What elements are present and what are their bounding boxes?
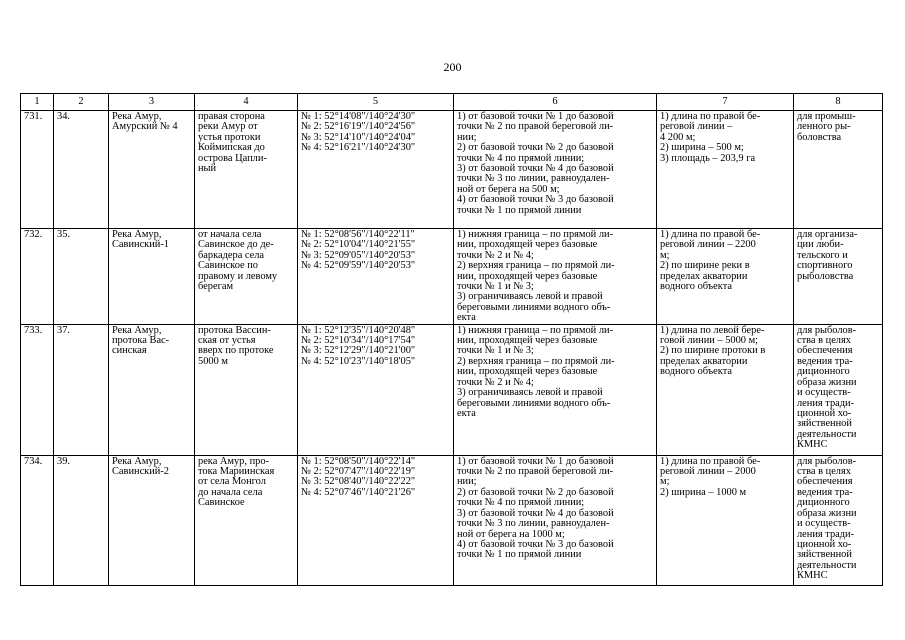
- cell-line: деятельности: [797, 428, 857, 440]
- cell-line: № 2: 52°10'34"/140°17'54": [301, 335, 416, 347]
- cell-line: нии, проходящей через базовые: [457, 239, 598, 251]
- cell-line: Савинское до де-: [198, 239, 274, 251]
- cell-line: 2) от базовой точки № 2 до базовой: [457, 486, 614, 498]
- cell-line: 2) по ширине реки в: [660, 260, 750, 272]
- cell-line: 2) ширина – 1000 м: [660, 486, 747, 498]
- cell-line: нии, проходящей через базовые: [457, 366, 598, 378]
- cell-line: точки № 1 по прямой линии: [457, 204, 582, 216]
- purpose-cell: [794, 324, 883, 455]
- cell-line: точки № 4 по прямой линии;: [457, 497, 585, 509]
- cell-line: Река Амур,: [112, 229, 162, 240]
- cell-line: 1) длина по правой бе-: [660, 111, 761, 122]
- cell-line: 1) длина по левой бере-: [660, 324, 765, 336]
- column-header: 4: [195, 94, 298, 111]
- boundaries-cell: [454, 324, 657, 455]
- cell-line: обеспечения: [797, 476, 853, 488]
- cell-line: 4) от базовой точки № 3 до базовой: [457, 194, 614, 206]
- cell-line: и осуществ-: [797, 387, 851, 399]
- dimensions-cell: [657, 455, 794, 585]
- cell-line: № 3: 52°14'10"/140°24'04": [301, 131, 416, 143]
- cell-line: образа жизни: [797, 507, 857, 519]
- cell-line: 1) от базовой точки № 1 до базовой: [457, 111, 614, 122]
- cell-line: река Амур, про-: [198, 455, 269, 467]
- page-number: 200: [443, 60, 462, 74]
- cell-line: 3) ограничиваясь левой и правой: [457, 291, 603, 303]
- purpose-cell: [794, 229, 883, 325]
- cell-line: диционного: [797, 366, 850, 378]
- column-header: 1: [21, 94, 54, 111]
- cell-line: 2) верхняя граница – по прямой ли-: [457, 355, 615, 367]
- location-cell: [195, 324, 298, 455]
- water-body-cell: [109, 324, 195, 455]
- cell-line: 1) нижняя граница – по прямой ли-: [457, 324, 614, 336]
- cell-line: говой линии – 5000 м;: [660, 335, 759, 347]
- cell-line: деятельности: [797, 559, 857, 571]
- cell-line: пределах акватории: [660, 270, 748, 282]
- column-header: 5: [298, 94, 454, 111]
- cell-line: м;: [660, 476, 670, 488]
- purpose-cell: [794, 455, 883, 585]
- cell-line: точки № 4 по прямой линии;: [457, 152, 585, 164]
- cell-line: для рыболов-: [797, 455, 857, 467]
- cell-line: береговыми линиями водного объ-: [457, 397, 611, 409]
- cell-line: для промыш-: [797, 111, 856, 122]
- cell-line: ный: [198, 163, 217, 175]
- cell-line: баркадера села: [198, 249, 265, 261]
- cell-line: Река Амур,: [112, 324, 162, 336]
- cell-line: ции люби-: [797, 239, 844, 251]
- coordinates-cell: [298, 455, 454, 585]
- cell-line: правая сторона: [198, 111, 265, 122]
- cell-line: Савинский-2: [112, 466, 170, 478]
- cell-line: 2) по ширине протоки в: [660, 345, 766, 357]
- cell-line: 3) площадь – 203,9 га: [660, 152, 756, 164]
- cell-line: ведения тра-: [797, 486, 853, 498]
- cell-line: № 4: 52°09'59"/140°20'53": [301, 260, 416, 272]
- cell-line: № 2: 52°16'19"/140°24'56": [301, 121, 416, 133]
- cell-line: нии;: [457, 131, 477, 143]
- cell-line: от начала села: [198, 229, 262, 240]
- cell-line: ведения тра-: [797, 355, 853, 367]
- cell-line: екта: [457, 312, 476, 324]
- cell-line: 1) длина по правой бе-: [660, 455, 761, 467]
- cell-line: ства в целях: [797, 335, 851, 347]
- cell-line: до начала села: [198, 486, 263, 498]
- cell-line: и осуществ-: [797, 518, 851, 530]
- cell-line: Савинский-1: [112, 239, 170, 251]
- cell-line: № 1: 52°14'08"/140°24'30": [301, 111, 416, 122]
- cell-line: Река Амур,: [112, 455, 162, 467]
- cell-line: ционной хо-: [797, 407, 852, 419]
- cell-line: пределах акватории: [660, 355, 748, 367]
- cell-line: Река Амур,: [112, 111, 162, 122]
- cell-line: вверх по протоке: [198, 345, 274, 357]
- cell-line: 1) от базовой точки № 1 до базовой: [457, 455, 614, 467]
- cell-line: от села Монгол: [198, 476, 266, 488]
- cell-line: точки № 3 по линии, равноудален-: [457, 518, 610, 530]
- cell-line: рыболовства: [797, 270, 854, 282]
- column-header: 2: [54, 94, 109, 111]
- cell-line: № 3: 52°09'05"/140°20'53": [301, 249, 416, 261]
- cell-line: № 1: 52°12'35"/140°20'48": [301, 324, 416, 336]
- table-row: [21, 229, 883, 325]
- cell-line: реки Амур от: [198, 121, 258, 133]
- purpose-cell: [794, 111, 883, 229]
- row-number-cell: 733.: [21, 324, 54, 455]
- coordinates-cell: [298, 324, 454, 455]
- cell-line: спортивного: [797, 260, 853, 272]
- cell-line: устья протоки: [198, 131, 261, 143]
- cell-line: точки № 2 по правой береговой ли-: [457, 466, 614, 478]
- column-header: 8: [794, 94, 883, 111]
- cell-line: водного объекта: [660, 281, 732, 293]
- coordinates-cell: [298, 229, 454, 325]
- cell-line: КМНС: [797, 439, 828, 451]
- cell-line: Коймипская до: [198, 142, 265, 154]
- cell-line: 4) от базовой точки № 3 до базовой: [457, 538, 614, 550]
- area-number-cell: 34.: [54, 111, 109, 229]
- cell-line: для организа-: [797, 229, 858, 240]
- area-number-cell: 39.: [54, 455, 109, 585]
- cell-line: точки № 2 и № 4;: [457, 249, 534, 261]
- location-cell: [195, 455, 298, 585]
- cell-line: 2) верхняя граница – по прямой ли-: [457, 260, 615, 272]
- cell-line: водного объекта: [660, 366, 732, 378]
- cell-line: № 3: 52°12'29"/140°21'00": [301, 345, 416, 357]
- cell-line: нии, проходящей через базовые: [457, 335, 598, 347]
- cell-line: зяйственной: [797, 418, 852, 430]
- cell-line: № 4: 52°16'21"/140°24'30": [301, 142, 416, 154]
- cell-line: реговой линии – 2200: [660, 239, 756, 251]
- cell-line: точки № 1 и № 3;: [457, 345, 534, 357]
- cell-line: точки № 1 по прямой линии: [457, 549, 582, 561]
- water-body-cell: [109, 111, 195, 229]
- cell-line: 3) ограничиваясь левой и правой: [457, 387, 603, 399]
- location-cell: [195, 229, 298, 325]
- dimensions-cell: [657, 324, 794, 455]
- cell-line: 4 200 м;: [660, 131, 696, 143]
- area-number-cell: 37.: [54, 324, 109, 455]
- cell-line: точки № 2 и № 4;: [457, 376, 534, 388]
- table-row: [21, 324, 883, 455]
- cell-line: тельского и: [797, 249, 848, 261]
- cell-line: 1) нижняя граница – по прямой ли-: [457, 229, 614, 240]
- water-body-cell: [109, 229, 195, 325]
- cell-line: зяйственной: [797, 549, 852, 561]
- cell-line: ская от устья: [198, 335, 256, 347]
- cell-line: ционной хо-: [797, 538, 852, 550]
- boundaries-cell: [454, 111, 657, 229]
- cell-line: ной от берега на 1000 м;: [457, 528, 565, 540]
- cell-line: № 1: 52°08'56"/140°22'11": [301, 229, 415, 240]
- cell-line: ления тради-: [797, 397, 855, 409]
- cell-line: нии;: [457, 476, 477, 488]
- location-cell: [195, 111, 298, 229]
- cell-line: правому и левому: [198, 270, 278, 282]
- cell-line: 3) от базовой точки № 4 до базовой: [457, 507, 614, 519]
- boundaries-cell: [454, 229, 657, 325]
- cell-line: м;: [660, 249, 670, 261]
- cell-line: острова Цапли-: [198, 152, 267, 164]
- cell-line: Савинское по: [198, 260, 258, 272]
- row-number-cell: 731.: [21, 111, 54, 229]
- cell-line: протока Вассин-: [198, 324, 271, 336]
- cell-line: 2) ширина – 500 м;: [660, 142, 744, 154]
- cell-line: точки № 2 по правой береговой ли-: [457, 121, 614, 133]
- cell-line: тока Мариинская: [198, 466, 275, 478]
- dimensions-cell: [657, 111, 794, 229]
- cell-line: ства в целях: [797, 466, 851, 478]
- fishing-areas-table: [20, 93, 883, 586]
- cell-line: диционного: [797, 497, 850, 509]
- cell-line: точки № 3 по линии, равноудален-: [457, 173, 610, 185]
- cell-line: точки № 1 и № 3;: [457, 281, 534, 293]
- cell-line: № 4: 52°10'23"/140°18'05": [301, 355, 416, 367]
- row-number-cell: 732.: [21, 229, 54, 325]
- cell-line: берегам: [198, 281, 234, 293]
- cell-line: образа жизни: [797, 376, 857, 388]
- cell-line: № 4: 52°07'46"/140°21'26": [301, 486, 416, 498]
- cell-line: № 3: 52°08'40"/140°22'22": [301, 476, 416, 488]
- cell-line: 1) длина по правой бе-: [660, 229, 761, 240]
- cell-line: 3) от базовой точки № 4 до базовой: [457, 163, 614, 175]
- cell-line: 2) от базовой точки № 2 до базовой: [457, 142, 614, 154]
- boundaries-cell: [454, 455, 657, 585]
- column-header: 3: [109, 94, 195, 111]
- cell-line: ной от берега на 500 м;: [457, 183, 560, 195]
- cell-line: обеспечения: [797, 345, 853, 357]
- row-number-cell: 734.: [21, 455, 54, 585]
- cell-line: нии, проходящей через базовые: [457, 270, 598, 282]
- cell-line: № 1: 52°08'50"/140°22'14": [301, 455, 416, 467]
- cell-line: протока Вас-: [112, 335, 170, 347]
- cell-line: Амурский № 4: [112, 121, 178, 133]
- cell-line: боловства: [797, 131, 842, 143]
- cell-line: реговой линии –: [660, 121, 733, 133]
- cell-line: 5000 м: [198, 355, 228, 367]
- cell-line: ления тради-: [797, 528, 855, 540]
- cell-line: синская: [112, 345, 147, 357]
- cell-line: Савинское: [198, 497, 245, 509]
- cell-line: екта: [457, 407, 476, 419]
- area-number-cell: 35.: [54, 229, 109, 325]
- cell-line: ленного ры-: [797, 121, 851, 133]
- table-header-row: [21, 94, 883, 111]
- cell-line: № 2: 52°10'04"/140°21'55": [301, 239, 416, 251]
- cell-line: № 2: 52°07'47"/140°22'19": [301, 466, 416, 478]
- column-header: 7: [657, 94, 794, 111]
- column-header: 6: [454, 94, 657, 111]
- coordinates-cell: [298, 111, 454, 229]
- cell-line: КМНС: [797, 570, 828, 582]
- table-row: [21, 111, 883, 229]
- cell-line: для рыболов-: [797, 324, 857, 336]
- table-row: [21, 455, 883, 585]
- cell-line: береговыми линиями водного объ-: [457, 301, 611, 313]
- cell-line: реговой линии – 2000: [660, 466, 756, 478]
- dimensions-cell: [657, 229, 794, 325]
- water-body-cell: [109, 455, 195, 585]
